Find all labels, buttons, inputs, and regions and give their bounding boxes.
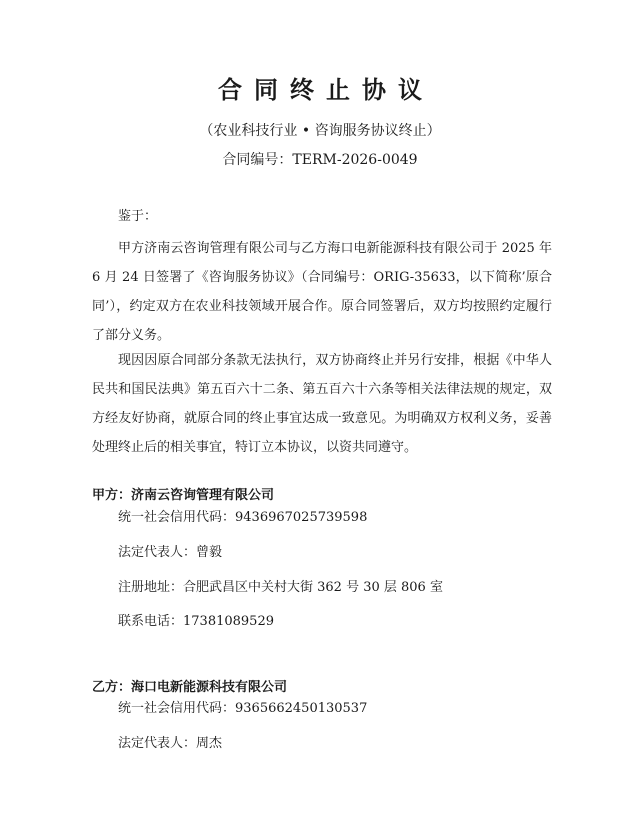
document-title: 合同终止协议 bbox=[218, 76, 434, 104]
party-a-phone: 联系电话：17381089529 bbox=[118, 614, 274, 629]
contract-number: 合同编号：TERM-2026-0049 bbox=[222, 152, 418, 168]
paragraph-background: 甲方济南云咨询管理有限公司与乙方海口电新能源科技有限公司于 2025 年 6 月 24 日签署了《咨询服务协议》（合同编号：ORIG-35633，以下简称’原合同’），约定双方在农业科技领域开展合作。原合同签署后，双方均按照约定履行了部分义务。 bbox=[92, 241, 552, 343]
party-a-legal-rep: 法定代表人：曾毅 bbox=[118, 545, 223, 560]
document-subtitle: （农业科技行业 • 咨询服务协议终止） bbox=[199, 123, 441, 139]
salutation: 鉴于： bbox=[118, 209, 158, 224]
party-a-credit-code: 统一社会信用代码：9436967025739598 bbox=[118, 510, 368, 525]
party-a-title: 甲方：济南云咨询管理有限公司 bbox=[92, 488, 275, 503]
party-b-credit-code: 统一社会信用代码：9365662450130537 bbox=[118, 701, 368, 716]
party-b-legal-rep: 法定代表人：周杰 bbox=[118, 736, 223, 751]
party-b-title: 乙方：海口电新能源科技有限公司 bbox=[92, 680, 288, 695]
party-a-address: 注册地址：合肥武昌区中关村大街 362 号 30 层 806 室 bbox=[118, 580, 443, 595]
paragraph-termination-reason: 现因因原合同部分条款无法执行，双方协商终止并另行安排，根据《中华人民共和国民法典》第五百六十二条、第五百六十六条等相关法律法规的规定，双方经友好协商，就原合同的终止事宜达成一致意见。为明确双方权利义务，妥善处理终止后的相关事宜，特订立本协议，以资共同遵守。 bbox=[92, 353, 552, 455]
